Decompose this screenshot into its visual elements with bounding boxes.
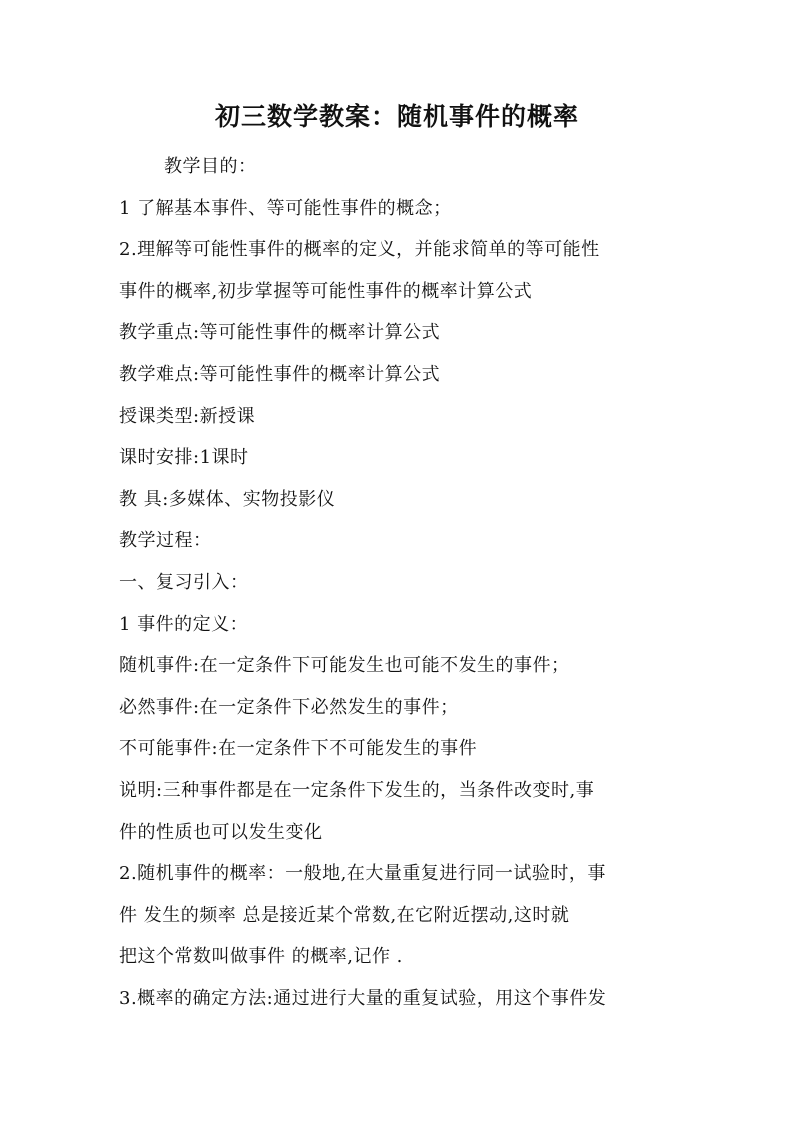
text-line: 把这个常数叫做事件 的概率,记作 . [119,946,403,968]
text-line: 必然事件:在一定条件下必然发生的事件； [119,696,459,718]
document-title: 初三数学教案：随机事件的概率 [214,102,579,131]
text-line: 教学过程： [119,530,212,552]
text-line: 一、复习引入： [119,571,249,593]
text-line: 教学难点:等可能性事件的概率计算公式 [119,363,441,385]
document-body [119,146,679,1019]
text-line: 件 发生的频率 总是接近某个常数,在它附近摆动,这时就 [119,904,570,926]
text-line: 说明:三种事件都是在一定条件下发生的，当条件改变时,事 [119,779,595,801]
text-line-objectives-heading: 教学目的： [164,156,257,177]
text-line: 3.概率的确定方法:通过进行大量的重复试验，用这个事件发 [119,987,607,1009]
text-line: 随机事件:在一定条件下可能发生也可能不发生的事件； [119,655,570,677]
text-line: 2.随机事件的概率：一般地,在大量重复进行同一试验时，事 [119,863,606,885]
text-line: 不可能事件:在一定条件下不可能发生的事件 [119,738,478,760]
text-line: 件的性质也可以发生变化 [119,821,323,843]
text-line: 2.理解等可能性事件的概率的定义，并能求简单的等可能性 [119,239,600,261]
text-line: 课时安排:1课时 [119,447,249,469]
text-line: 教 具:多媒体、实物投影仪 [119,488,336,510]
text-line: 教学重点:等可能性事件的概率计算公式 [119,322,441,344]
text-line: 1 事件的定义： [119,613,249,635]
text-line: 授课类型:新授课 [119,405,256,427]
text-line: 1 了解基本事件、等可能性事件的概念； [119,197,452,219]
text-line: 事件的概率,初步掌握等可能性事件的概率计算公式 [119,280,533,302]
